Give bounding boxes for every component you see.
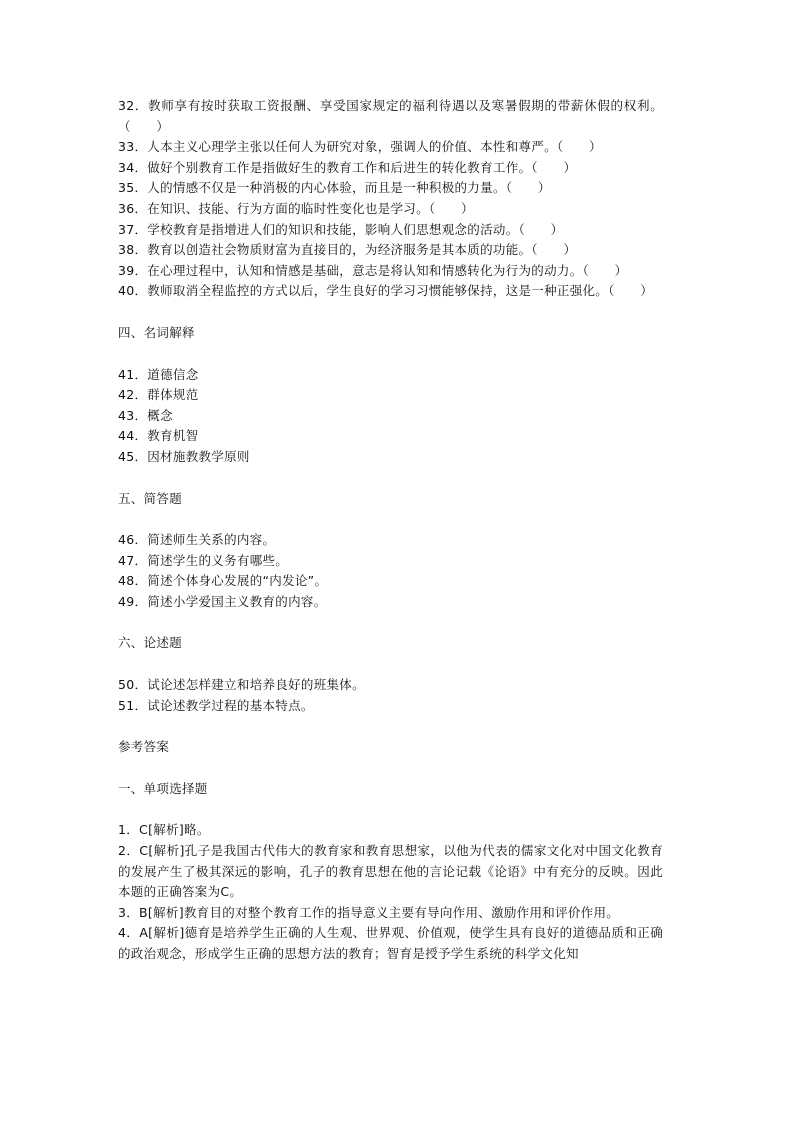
answer-3: 3．B[解析]教育目的对整个教育工作的指导意义主要有导向作用、激励作用和评价作用。 (118, 904, 620, 920)
answer-2: 2．C[解析]孔子是我国古代伟大的教育家和教育思想家，以他为代表的儒家文化对中国文化教育的发展产生了极其深远的影响，孔子的教育思想在他的言论记载《论语》中有充分的反映。因此本题的正确答案为C。 (118, 843, 663, 900)
question-42: 42．群体规范 (118, 387, 199, 403)
question-49: 49．简述小学爱国主义教育的内容。 (118, 593, 327, 609)
question-37: 37．学校教育是指增进人们的知识和技能，影响人们思想观念的活动。（ ） (118, 221, 564, 237)
question-39: 39．在心理过程中，认知和情感是基础，意志是将认知和情感转化为行为的动力。（ ） (118, 262, 628, 278)
question-51: 51．试论述教学过程的基本特点。 (118, 697, 314, 713)
question-47: 47．简述学生的义务有哪些。 (118, 552, 289, 568)
question-36: 36．在知识、技能、行为方面的临时性变化也是学习。（ ） (118, 200, 474, 216)
answer-4: 4．A[解析]德育是培养学生正确的人生观、世界观、价值观，使学生具有良好的道德品质和正确的政治观念，形成学生正确的思想方法的教育；智育是授予学生系统的科学文化知 (118, 925, 663, 961)
question-34: 34．做好个别教育工作是指做好生的教育工作和后进生的转化教育工作。（ ） (118, 159, 577, 175)
section-title-short-answer: 五、简答题 (118, 490, 183, 506)
answer-1: 1．C[解析]略。 (118, 822, 210, 838)
question-44: 44．教育机智 (118, 428, 199, 444)
answers-section-title: 一、单项选择题 (118, 780, 208, 796)
section-title-term-explanation: 四、名词解释 (118, 324, 195, 340)
question-32: 32．教师享有按时获取工资报酬、享受国家规定的福利待遇以及寒暑假期的带薪休假的权利。（ ） (118, 98, 663, 134)
document-page (118, 96, 663, 965)
question-40: 40．教师取消全程监控的方式以后，学生良好的学习习惯能够保持，这是一种正强化。（ ） (118, 283, 654, 299)
question-41: 41．道德信念 (118, 366, 199, 382)
section-title-essay: 六、论述题 (118, 635, 183, 651)
answers-heading: 参考答案 (118, 739, 170, 755)
question-45: 45．因材施教教学原则 (118, 448, 250, 464)
question-48: 48．简述个体身心发展的“内发论”。 (118, 573, 328, 589)
question-35: 35．人的情感不仅是一种消极的内心体验，而且是一种积极的力量。（ ） (118, 180, 551, 196)
question-38: 38．教育以创造社会物质财富为直接目的，为经济服务是其本质的功能。（ ） (118, 242, 577, 258)
question-33: 33．人本主义心理学主张以任何人为研究对象，强调人的价值、本性和尊严。（ ） (118, 139, 602, 155)
question-43: 43．概念 (118, 407, 173, 423)
question-50: 50．试论述怎样建立和培养良好的班集体。 (118, 677, 365, 693)
question-46: 46．简述师生关系的内容。 (118, 532, 276, 548)
